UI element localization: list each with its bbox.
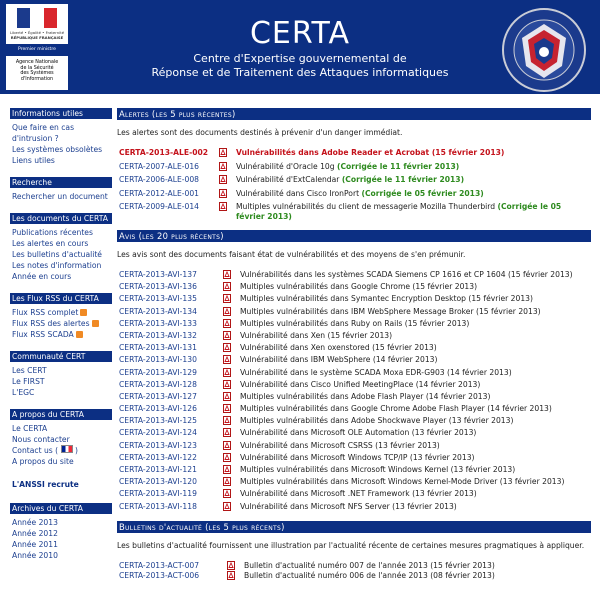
document-title [236, 189, 591, 199]
sidebar-link-contact[interactable]: Nous contacter [12, 435, 70, 444]
pdf-icon[interactable] [223, 441, 231, 450]
document-title [240, 489, 591, 499]
document-ref-link[interactable]: CERTA-2012-ALE-001 [119, 188, 199, 198]
sidebar-heading: Les documents du CERTA [10, 213, 112, 224]
pdf-icon[interactable] [223, 282, 231, 291]
avis-row [117, 294, 591, 304]
document-title-text: Multiples vulnérabilités dans Symantec Encryption Desktop (15 février 2013) [240, 294, 533, 304]
avis-row [117, 465, 591, 475]
avis-row [117, 489, 591, 499]
document-ref-link[interactable]: CERTA-2013-AVI-137 [119, 270, 197, 279]
document-title [240, 294, 591, 304]
sidebar-link-year-2012[interactable]: Année 2012 [12, 529, 58, 538]
document-title-text: Vulnérabilité dans Microsoft Windows TCP/IP (13 février 2013) [240, 452, 475, 462]
sidebar-section-search [10, 177, 112, 202]
avis-heading: Avis (les 20 plus récents) [117, 230, 591, 242]
avis-row [117, 368, 591, 378]
document-ref-link[interactable]: CERTA-2009-ALE-014 [119, 202, 199, 211]
sidebar-link-about-site[interactable]: A propos du site [12, 457, 74, 466]
document-title [240, 343, 591, 353]
rss-icon [92, 320, 99, 327]
document-title [240, 441, 591, 451]
link-label: Contact us ( [12, 446, 59, 455]
avis-row [117, 392, 591, 402]
avis-intro: Les avis sont des documents faisant état de vulnérabilités et des moyens de s'en prémunir. [117, 250, 466, 259]
document-title-text: Vulnérabilité d'Oracle 10g [236, 161, 335, 171]
pdf-icon[interactable] [223, 428, 231, 437]
document-title-text: Bulletin d'actualité numéro 007 de l'année 2013 (15 février 2013) [244, 560, 495, 570]
logo-motto: Liberté • Égalité • Fraternité RÉPUBLIQUE FRANÇAISE [9, 30, 65, 40]
document-ref-link[interactable]: CERTA-2013-AVI-130 [119, 355, 197, 365]
document-title-text: Multiples vulnérabilités dans Google Chrome Adobe Flash Player (14 février 2013) [240, 404, 552, 414]
sidebar-link-recent[interactable]: Publications récentes [12, 228, 93, 237]
document-title [244, 561, 591, 571]
pdf-icon[interactable] [219, 162, 227, 171]
avis-row [117, 428, 591, 438]
sidebar-heading: Informations utiles [10, 108, 112, 119]
pdf-icon[interactable] [223, 343, 231, 352]
document-title [240, 270, 591, 280]
sidebar-link-cert[interactable]: Les CERT [12, 366, 47, 375]
alerts-list [117, 148, 591, 222]
sidebar-link-current-year[interactable]: Année en cours [12, 272, 72, 281]
avis-list [117, 270, 591, 512]
sidebar-link-rss-scada[interactable] [10, 329, 112, 340]
document-title-text: Multiples vulnérabilités dans Ruby on Rails (15 février 2013) [240, 318, 470, 328]
sidebar-link-egc[interactable]: L'EGC [12, 388, 35, 397]
avis-row [117, 502, 591, 512]
anssi-recruit-link[interactable]: L'ANSSI recrute [12, 480, 79, 489]
document-title [236, 162, 591, 172]
document-title [240, 380, 591, 390]
sidebar-link-bulletins[interactable]: Les bulletins d'actualité [12, 250, 102, 259]
link-label-close: ) [74, 446, 78, 455]
sidebar-link-rss-full[interactable] [10, 307, 112, 318]
fix-status: (Corrigée le 05 février 2013) [361, 188, 484, 198]
document-ref-link[interactable]: CERTA-2013-AVI-127 [119, 391, 197, 401]
fix-status: (Corrigée le 11 février 2013) [337, 161, 460, 171]
sidebar-heading: Communauté CERT [10, 351, 112, 362]
document-title [240, 477, 591, 487]
document-title [240, 428, 591, 438]
document-ref-link[interactable]: CERTA-2013-AVI-126 [119, 404, 197, 414]
pdf-icon[interactable] [227, 561, 235, 570]
bulletins-heading: Bulletins d'actualité (les 5 plus récents) [117, 521, 591, 533]
site-title: CERTA [249, 16, 351, 51]
document-title [240, 319, 591, 329]
alert-row [117, 162, 591, 172]
avis-row [117, 477, 591, 487]
sidebar-link-intrusion[interactable]: Que faire en cas d'intrusion ? [12, 123, 75, 143]
french-republic-marianne-icon [17, 8, 57, 28]
document-title-text: Vulnérabilité dans le système SCADA Moxa EDR-G903 (14 février 2013) [240, 367, 512, 377]
pdf-icon[interactable] [223, 477, 231, 486]
pdf-icon[interactable] [223, 368, 231, 377]
pdf-icon[interactable] [223, 319, 231, 328]
sidebar-link-year-2011[interactable]: Année 2011 [12, 540, 58, 549]
sidebar-link-first[interactable]: Le FIRST [12, 377, 45, 386]
avis-row [117, 441, 591, 451]
link-label: Flux RSS complet [12, 308, 79, 317]
pdf-icon[interactable] [227, 571, 235, 580]
document-title-text: Multiples vulnérabilités dans Adobe Flash Player (14 février 2013) [240, 391, 491, 401]
avis-row [117, 282, 591, 292]
avis-row [117, 307, 591, 317]
pdf-icon[interactable] [223, 270, 231, 279]
document-title-text: Vulnérabilité dans Microsoft .NET Framework (13 février 2013) [240, 489, 477, 499]
sidebar-heading: Recherche [10, 177, 112, 188]
avis-row [117, 416, 591, 426]
document-ref-link[interactable]: CERTA-2013-AVI-133 [119, 318, 197, 328]
document-ref-link[interactable]: CERTA-2013-AVI-135 [119, 294, 197, 304]
document-ref-link[interactable]: CERTA-2013-AVI-132 [119, 330, 197, 340]
document-ref-link[interactable]: CERTA-2013-AVI-120 [119, 477, 197, 487]
pdf-icon[interactable] [223, 355, 231, 364]
fix-status: (Corrigée le 05 février 2013) [236, 202, 562, 221]
document-title-text: Vulnérabilité d'ExtCalendar [236, 175, 340, 184]
document-title [240, 355, 591, 365]
document-title [236, 175, 591, 185]
link-label: Flux RSS SCADA [12, 330, 74, 339]
rss-icon [80, 309, 87, 316]
document-ref-link[interactable]: CERTA-2013-AVI-118 [119, 501, 197, 511]
avis-row [117, 331, 591, 341]
logo-agency-name: Agence Nationale de la Sécurité des Systèmes d'Information [15, 60, 59, 82]
sidebar-link-search-document[interactable]: Rechercher un document [12, 192, 108, 201]
pdf-icon[interactable] [223, 453, 231, 462]
sidebar [10, 108, 112, 572]
document-title [240, 453, 591, 463]
document-title-text: Vulnérabilités dans les systèmes SCADA Siemens CP 1616 et CP 1604 (15 février 2013) [240, 270, 573, 279]
document-title-text: Multiples vulnérabilités dans IBM WebSphere Message Broker (15 février 2013) [240, 306, 541, 316]
avis-row [117, 355, 591, 365]
document-ref-link[interactable]: CERTA-2006-ALE-008 [119, 175, 199, 184]
sidebar-link-obsolete[interactable]: Les systèmes obsolètes [12, 145, 103, 154]
document-title-text: Bulletin d'actualité numéro 006 de l'année 2013 (08 février 2013) [244, 570, 495, 580]
pdf-icon[interactable] [219, 202, 227, 211]
sidebar-section-infos [10, 108, 112, 166]
sidebar-link-year-2010[interactable]: Année 2010 [12, 551, 58, 560]
pdf-icon[interactable] [223, 416, 231, 425]
sidebar-section-archives [10, 503, 112, 561]
avis-row [117, 404, 591, 414]
document-title [240, 392, 591, 402]
premier-ministre-logo[interactable] [6, 4, 68, 90]
anssi-seal-icon [502, 8, 586, 92]
sidebar-section-docs [10, 213, 112, 282]
uk-flag-icon [61, 445, 73, 453]
document-title [240, 502, 591, 512]
alert-row [117, 148, 591, 158]
pdf-icon[interactable] [219, 189, 227, 198]
document-ref-link[interactable]: CERTA-2013-AVI-125 [119, 416, 197, 426]
alert-row [117, 189, 591, 199]
sidebar-section-rss [10, 293, 112, 340]
rss-icon [76, 331, 83, 338]
pdf-icon[interactable] [223, 307, 231, 316]
logo-premier-ministre: Premier ministre [6, 44, 68, 56]
bulletins-intro: Les bulletins d'actualité fournissent une illustration par l'actualité récente de certaines mesures pragmatiques à appliquer. [117, 540, 585, 550]
pdf-icon[interactable] [219, 148, 227, 157]
pdf-icon[interactable] [223, 465, 231, 474]
main-content [117, 108, 591, 581]
document-title-text: Multiples vulnérabilités dans Microsoft Windows Kernel (13 février 2013) [240, 465, 516, 474]
pdf-icon[interactable] [223, 502, 231, 511]
document-ref-link[interactable]: CERTA-2013-AVI-134 [119, 306, 197, 316]
document-ref-link[interactable]: CERTA-2013-AVI-131 [119, 343, 197, 353]
alert-row [117, 175, 591, 185]
document-ref-link[interactable]: CERTA-2013-AVI-122 [119, 452, 197, 462]
sidebar-link-contact-us[interactable] [10, 445, 112, 456]
document-title-text: Multiples vulnérabilités du client de messagerie Mozilla Thunderbird [236, 202, 496, 211]
sidebar-link-year-2013[interactable]: Année 2013 [12, 518, 58, 527]
document-title [236, 202, 591, 222]
sidebar-link-le-certa[interactable]: Le CERTA [12, 424, 48, 433]
alerts-heading: Alertes (les 5 plus récentes) [117, 108, 591, 120]
document-title-text: Vulnérabilité dans Xen oxenstored (15 février 2013) [240, 343, 437, 353]
avis-row [117, 380, 591, 390]
sidebar-heading: Les Flux RSS du CERTA [10, 293, 112, 304]
document-ref-link[interactable]: CERTA-2013-AVI-119 [119, 489, 197, 499]
document-title-text: Vulnérabilité dans IBM WebSphere (14 février 2013) [240, 355, 438, 365]
document-title-text: Vulnérabilité dans Cisco Unified MeetingPlace (14 février 2013) [240, 379, 481, 389]
bulletin-row [117, 571, 591, 581]
sidebar-heading: Archives du CERTA [10, 503, 112, 514]
document-ref-link[interactable]: CERTA-2013-ACT-007 [119, 560, 200, 570]
document-ref-link[interactable]: CERTA-2013-AVI-121 [119, 465, 197, 474]
pdf-icon[interactable] [219, 175, 227, 184]
pdf-icon[interactable] [223, 294, 231, 303]
document-title-text: Multiples vulnérabilités dans Adobe Shockwave Player (13 février 2013) [240, 416, 514, 426]
alerts-intro: Les alertes sont des documents destinés à prévenir d'un danger immédiat. [117, 128, 403, 137]
document-title [240, 307, 591, 317]
bulletin-row [117, 561, 591, 571]
document-ref-link[interactable]: CERTA-2013-AVI-129 [119, 367, 197, 377]
document-title-text: Vulnérabilité dans Microsoft CSRSS (13 février 2013) [240, 440, 440, 450]
fix-status: (Corrigée le 11 février 2013) [341, 175, 465, 184]
sidebar-link-rss-alerts[interactable] [10, 318, 112, 329]
document-title-text: Vulnérabilité dans Cisco IronPort [236, 188, 360, 198]
document-ref-link[interactable]: CERTA-2013-ACT-006 [119, 570, 200, 580]
pdf-icon[interactable] [223, 331, 231, 340]
document-title-text: Vulnérabilités dans Adobe Reader et Acrobat (15 février 2013) [236, 148, 505, 157]
document-title-text: Vulnérabilité dans Microsoft OLE Automation (13 février 2013) [240, 428, 477, 438]
document-ref-link[interactable]: CERTA-2013-AVI-123 [119, 440, 197, 450]
document-title [240, 331, 591, 341]
sidebar-link-alerts[interactable]: Les alertes en cours [12, 239, 89, 248]
pdf-icon[interactable] [223, 380, 231, 389]
link-label: Flux RSS des alertes [12, 319, 90, 328]
pdf-icon[interactable] [223, 489, 231, 498]
pdf-icon[interactable] [223, 392, 231, 401]
site-subtitle: Centre d'Expertise gouvernemental de Réponse et de Traitement des Attaques informatiques [151, 52, 449, 79]
document-ref-link[interactable]: CERTA-2013-AVI-136 [119, 282, 197, 292]
document-ref-link[interactable]: CERTA-2013-AVI-124 [119, 428, 197, 438]
document-title [240, 416, 591, 426]
sidebar-section-about [10, 409, 112, 467]
document-title [240, 404, 591, 414]
avis-row [117, 319, 591, 329]
sidebar-section-community [10, 351, 112, 398]
document-ref-link[interactable]: CERTA-2013-ALE-002 [119, 148, 209, 157]
site-header [0, 0, 600, 94]
document-title [236, 148, 591, 158]
bulletins-list [117, 561, 591, 581]
document-title-text: Vulnérabilité dans Xen (15 février 2013) [240, 330, 393, 340]
document-title [240, 282, 591, 292]
document-title-text: Multiples vulnérabilités dans Microsoft Windows Kernel-Mode Driver (13 février 2013) [240, 477, 565, 487]
avis-row [117, 453, 591, 463]
sidebar-link-useful[interactable]: Liens utiles [12, 156, 55, 165]
document-title [244, 571, 591, 581]
document-title [240, 368, 591, 378]
document-title-text: Vulnérabilité dans Microsoft NFS Server (13 février 2013) [240, 501, 457, 511]
sidebar-link-notes[interactable]: Les notes d'information [12, 261, 102, 270]
document-title-text: Multiples vulnérabilités dans Google Chrome (15 février 2013) [240, 282, 478, 292]
alert-row [117, 202, 591, 222]
avis-row [117, 343, 591, 353]
document-title [240, 465, 591, 475]
avis-row [117, 270, 591, 280]
document-ref-link[interactable]: CERTA-2013-AVI-128 [119, 379, 197, 389]
sidebar-heading: A propos du CERTA [10, 409, 112, 420]
pdf-icon[interactable] [223, 404, 231, 413]
document-ref-link[interactable]: CERTA-2007-ALE-016 [119, 161, 199, 171]
